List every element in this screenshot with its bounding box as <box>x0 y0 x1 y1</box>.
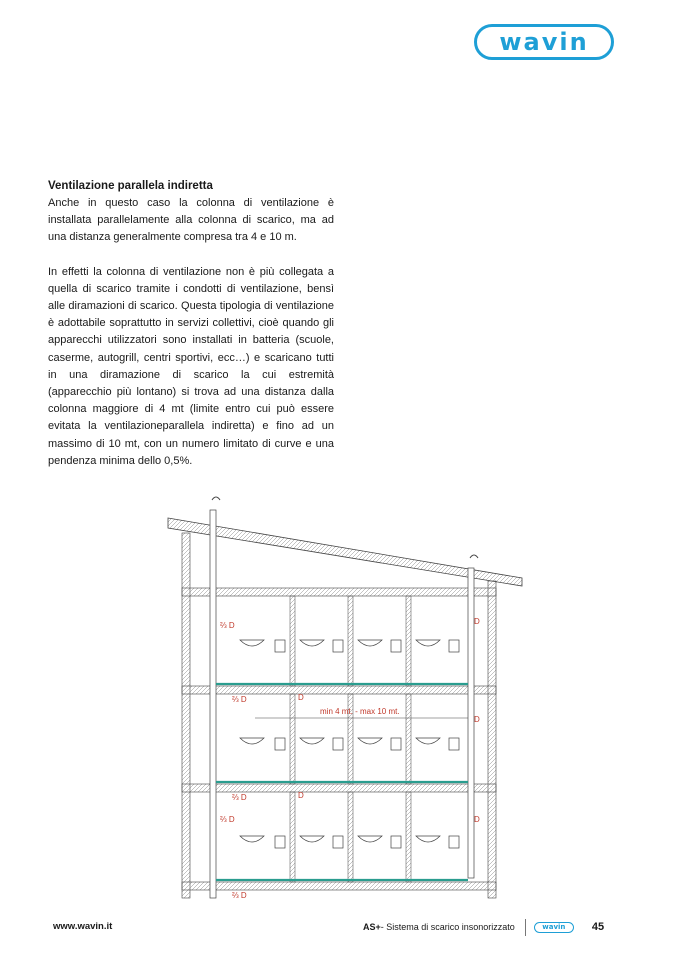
sink <box>416 738 440 744</box>
footer-logo-text: wavin <box>542 923 566 931</box>
toilet <box>275 836 285 848</box>
footer-logo <box>534 922 574 933</box>
sink <box>240 836 264 842</box>
sink <box>300 640 324 646</box>
pipe-label-d: D <box>474 815 480 824</box>
toilet <box>391 836 401 848</box>
article-title: Ventilazione parallela indiretta <box>48 180 213 192</box>
page-number: 45 <box>591 921 605 933</box>
wavin-logo <box>474 24 614 60</box>
partition <box>290 596 295 686</box>
partition <box>290 792 295 882</box>
pipe-label-d: D <box>474 617 480 626</box>
right-wall <box>488 581 496 898</box>
partition <box>290 694 295 784</box>
footer-info <box>363 918 604 936</box>
vent-cap-icon <box>212 497 220 500</box>
partition <box>406 694 411 784</box>
partition <box>348 792 353 882</box>
toilet <box>275 640 285 652</box>
sink <box>358 738 382 744</box>
pipe-label-fraction: ⅔ D <box>220 621 235 630</box>
pipe-label-fraction: ⅔ D <box>232 695 247 704</box>
pipe-label-fraction: ⅔ D <box>220 815 235 824</box>
building-section-diagram <box>150 488 530 908</box>
sink <box>240 738 264 744</box>
toilet <box>333 738 343 750</box>
toilet <box>449 738 459 750</box>
logo-text: wavin <box>499 28 589 56</box>
pipe-label-d: D <box>474 715 480 724</box>
floor-slab <box>182 882 496 890</box>
toilet <box>449 640 459 652</box>
footer-brand: AS+ <box>363 922 381 932</box>
toilet <box>391 738 401 750</box>
toilet <box>333 836 343 848</box>
floor-slab <box>182 784 496 792</box>
pipe-label-fraction: ⅔ D <box>232 793 247 802</box>
partition <box>348 596 353 686</box>
ventilation-stack <box>210 510 216 898</box>
sink <box>358 836 382 842</box>
vent-cap-icon <box>470 555 478 558</box>
partition <box>406 596 411 686</box>
toilet <box>391 640 401 652</box>
toilet <box>449 836 459 848</box>
sink <box>358 640 382 646</box>
sink <box>300 836 324 842</box>
sink <box>416 640 440 646</box>
footer-website[interactable]: www.wavin.it <box>53 921 113 932</box>
pipe-label-d: D <box>298 693 304 702</box>
article <box>48 178 334 487</box>
floor-slab <box>182 588 496 596</box>
sink <box>300 738 324 744</box>
pipe-label-d: D <box>298 791 304 800</box>
footer-separator <box>525 919 526 936</box>
pipe-label-fraction: ⅔ D <box>232 891 247 900</box>
sink <box>240 640 264 646</box>
toilet <box>275 738 285 750</box>
distance-label: min 4 mt. - max 10 mt. <box>320 707 400 716</box>
paragraph-1: Anche in questo caso la colonna di ventilazione è installata parallelamente alla colonna di scarico, ma ad una distanza generalmente compresa tra 4 e 10 m. <box>48 197 334 244</box>
partition <box>406 792 411 882</box>
sink <box>416 836 440 842</box>
toilet <box>333 640 343 652</box>
floor-slab <box>182 686 496 694</box>
footer-subtitle: - Sistema di scarico insonorizzato <box>380 922 515 932</box>
paragraph-2: In effetti la colonna di ventilazione non è più collegata a quella di scarico tramite i condotti di ventilazione, bensì alle diramazioni di scarico. Questa tipologia di ventilazione è adottabile soprattutto in servizi collettivi, cioè quando gli apparecchi utilizzatori sono installati in batteria (scuole, caserme, autogrill, centri sportivi, ecc…) e scaricano tutti in una diramazione di scarico la cui estremità (apparecchio più lontano) si trova ad una distanza dalla colonna maggiore di 4 mt (limite entro cui può essere evitata la ventilazioneparallela indiretta) e fino ad un massimo di 10 mt, con un numero limitato di curve e una pendenza minima dello 0,5%. <box>48 265 334 467</box>
